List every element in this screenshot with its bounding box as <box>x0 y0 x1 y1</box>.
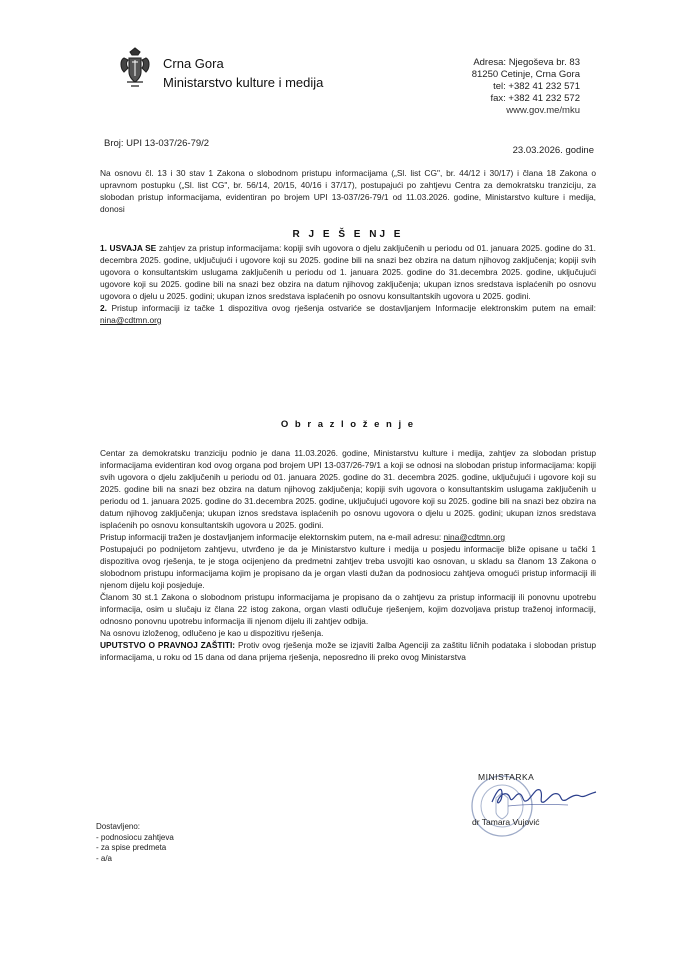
document-date: 23.03.2026. godine <box>512 145 594 156</box>
reasoning-paragraph-1: Centar za demokratsku tranziciju podnio je dana 11.03.2026. godine, Ministarstvu kulture i medija, zahtjev za slobodan pristup informacijama evidentiran kod ovog organa pod brojem UPI 13-037/26-79/1 a koji se odnosi na slobodan pristup informacijama: kopiji svih ugovora o djelu zaključenih u periodu od 01. januara 2025. godine do 31. decembra 2025. godine, uključujući i ugovore koji su 2025. godine bili na snazi bez obzira na datum njihovog zaključenja; kopiji svih ugovora o konsultantskim uslugama zaključenih u periodu od 1. januara 2025. godine do 31.decembra 2025. godine, uključujući ugovore koji su 2025. godine bili na snazi bez obzira na datum njihovog zaključenja; ukupan iznos sredstava isplaćenih po osnovu ugovora o djelu u 2025. godini; ukupan iznos sredstava isplaćenih po osnovu konsultantskih ugovora u 2025. godini. <box>100 448 596 530</box>
delivered-label: Dostavljeno: <box>96 822 141 831</box>
coat-of-arms-icon <box>118 46 152 90</box>
country-name: Crna Gora <box>163 56 224 71</box>
handwritten-signature-icon <box>488 780 603 810</box>
item2-text: Pristup informaciji iz tačke 1 dispozitiva ovog rješenja ostvariće se dostavljanjem Informacije elektronskim putem na email: <box>107 303 596 313</box>
letterhead-title <box>163 54 323 92</box>
delivered-item: - podnosiocu zahtjeva <box>96 832 174 842</box>
website-line: www.gov.me/mku <box>506 105 580 116</box>
delivered-to-block <box>96 822 174 864</box>
decision-title: R J E Š E NJ E <box>292 229 404 240</box>
address-line: Adresa: Njegoševa br. 83 <box>473 57 580 68</box>
delivered-item: - a/a <box>96 853 113 863</box>
intro-paragraph: Na osnovu čl. 13 i 30 stav 1 Zakona o slobodnom pristupu informacijama („Sl. list CG", br. 44/12 i 30/17) i člana 18 Zakona o upravnom postupku („Sl. list CG", br. 56/14, 20/15, 40/16 i 37/17), postupajući po zahtjevu Centra za demokratsku tranziciju, za slobodan pristup informacijama, evidentiran po brojem UPI 13-037/26-79/1 od 11.03.2026. godine, Ministarstvo kulture i medija, donosi <box>100 168 596 214</box>
contact-block <box>410 57 580 117</box>
reasoning-paragraph-4: Članom 30 st.1 Zakona o slobodnom pristupu informacijama je propisano da o zahtjevu za pristup informaciji ili ponovnu upotrebu informacija, osim u slučaju iz člana 22 istog zakona, organ vlasti odlučuje rješenjem, kojim dozvoljava pristup traženoj informaciji, odnosno ponovnu upotrebu informacija ili njenom dijelu ili zahtjev odbija. <box>100 592 596 626</box>
reference-number: Broj: UPI 13-037/26-79/2 <box>104 138 210 149</box>
city-line: 81250 Cetinje, Crna Gora <box>471 69 580 80</box>
legal-remedy-text: Protiv ovog rješenja može se izjaviti žalba Agenciji za zaštitu ličnih podataka i slobodan pristup informacijama, u roku od 15 dana od dana prijema rješenja, neposredno ili preko ovog Ministarstva <box>100 640 596 662</box>
reasoning-section <box>100 447 596 663</box>
legal-remedy <box>100 639 596 663</box>
legal-remedy-label: UPUTSTVO O PRAVNOJ ZAŠTITI: <box>100 640 236 650</box>
email-link[interactable]: nina@cdtmn.org <box>100 315 162 325</box>
tel-line: tel: +382 41 232 571 <box>493 81 580 92</box>
fax-line: fax: +382 41 232 572 <box>490 93 580 104</box>
delivered-item: - za spise predmeta <box>96 843 167 852</box>
item1-text: zahtjev za pristup informacijama: kopiji svih ugovora o djelu zaključenih u periodu od 01. januara 2025. godine do 31. decembra 2025. godine, uključujući i ugovore koji su 2025. godine bili na snazi bez obzira na datum njihovog zaključenja; kopiji svih ugovora o konsultantskim uslugama zaključenih u periodu od 1. januara 2025. godine do 31.decembra 2025. godine, uključujući ugovore koji su 2025. godine bili na snazi bez obzira na datum njihovog zaključenja; ukupan iznos sredstava isplaćenih po osnovu ugovora o djelu u 2025. godini; ukupan iznos sredstava isplaćenih po osnovu konsultantskih ugovora u 2025. godini. <box>100 243 596 301</box>
reasoning-paragraph-5: Na osnovu izloženog, odlučeno je kao u dispozitivu rješenja. <box>100 628 324 638</box>
decision-item-1 <box>100 242 596 302</box>
decision-items <box>100 242 596 326</box>
reasoning-title: O b r a z l o ž e n j e <box>280 419 416 430</box>
item1-label: 1. USVAJA SE <box>100 243 157 253</box>
reasoning-paragraph-3: Postupajući po podnijetom zahtjevu, utvrđeno je da je Ministarstvo kulture i medija u posjedu informacije bliže opisane u tački 1 dispozitiva ovog rješenja, te je stoga ocijenjeno da predmetni zahtjev treba usvojiti kao osnovan, u skladu sa članom 13 Zakona o slobodnom pristupu informacijama kojim je propisano da je organ vlasti dužan da podnosiocu zahtjeva omogući pristup informaciji ili njenom dijelu koji posjeduje. <box>100 544 596 590</box>
ministry-name: Ministarstvo kulture i medija <box>163 75 324 90</box>
reasoning-paragraph-2 <box>100 531 596 543</box>
reasoning-p2-text: Pristup informaciji tražen je dostavljanjem informacije elektornskim putem, na e-mail adresu: <box>100 532 444 542</box>
signatory-name: dr Tamara Vujović <box>472 817 540 827</box>
item2-label: 2. <box>100 303 107 313</box>
reasoning-email-link[interactable]: nina@cdtmn.org <box>443 532 506 542</box>
decision-item-2 <box>100 302 596 326</box>
signatory-title: MINISTARKA <box>478 772 535 782</box>
